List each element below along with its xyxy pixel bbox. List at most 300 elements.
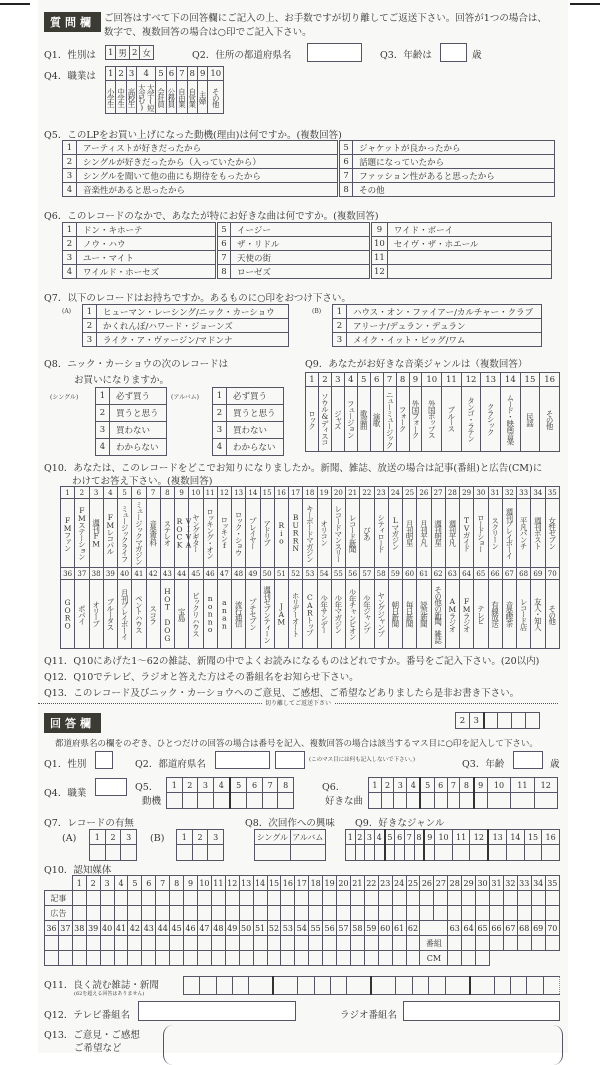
song-cell[interactable]: [434, 793, 447, 809]
ad-cell[interactable]: [170, 906, 184, 921]
ad-cell[interactable]: [337, 906, 351, 921]
media-option: anan: [219, 598, 229, 630]
a-q6-label: Q6．: [322, 782, 346, 793]
ad-cell[interactable]: [434, 906, 448, 921]
ad-cell[interactable]: [184, 906, 198, 921]
program-cell[interactable]: [503, 936, 517, 951]
genre-cell[interactable]: [404, 845, 414, 861]
option-number: 8: [396, 373, 409, 387]
motive-cell[interactable]: [230, 793, 247, 809]
article-ad-cell[interactable]: [378, 936, 392, 951]
article-cell[interactable]: [295, 891, 309, 906]
genre-cell[interactable]: [542, 845, 560, 861]
genre-cell[interactable]: [435, 845, 453, 861]
ad-cell[interactable]: [323, 906, 337, 921]
ad-cell[interactable]: [309, 906, 323, 921]
article-cell[interactable]: [239, 891, 253, 906]
article-cell[interactable]: [364, 891, 378, 906]
article-ad-cell[interactable]: [197, 936, 211, 951]
article-ad-cell[interactable]: [184, 951, 198, 966]
genre-cell[interactable]: [524, 845, 542, 861]
column-number: 10: [435, 830, 453, 845]
ad-cell[interactable]: [448, 906, 462, 921]
magazine-number-cell[interactable]: [371, 977, 396, 995]
cm-cell[interactable]: [448, 951, 462, 966]
ad-cell[interactable]: [462, 906, 476, 921]
article-cell[interactable]: [309, 891, 323, 906]
column-number: 52: [267, 921, 281, 936]
ad-cell[interactable]: [211, 906, 225, 921]
media-option: HOT DOG: [162, 586, 172, 642]
media-option-cell: [374, 580, 388, 649]
ad-cell[interactable]: [517, 906, 531, 921]
program-cell[interactable]: [490, 936, 504, 951]
article-cell[interactable]: [503, 891, 517, 906]
magazine-number-cell[interactable]: [429, 977, 445, 995]
option-number: 2: [213, 405, 227, 422]
article-ad-cell[interactable]: [225, 951, 239, 966]
genre-cell[interactable]: [385, 845, 395, 861]
option-text: 会社員: [156, 87, 166, 107]
magazine-number-cell[interactable]: [200, 977, 216, 995]
article-ad-cell[interactable]: [86, 936, 100, 951]
comments-field[interactable]: [163, 1025, 563, 1065]
option-number: 12: [371, 265, 388, 279]
a-q8-single-cell[interactable]: [255, 845, 291, 861]
magazine-number-cell[interactable]: [347, 977, 372, 995]
record-b-cell[interactable]: [192, 845, 208, 861]
article-ad-cell[interactable]: [295, 951, 309, 966]
article-cell[interactable]: [184, 891, 198, 906]
ad-cell[interactable]: [197, 906, 211, 921]
a-q8-single: シングル: [255, 830, 291, 845]
column-number: 8: [170, 876, 184, 891]
a-q1-label: Q1．性別: [44, 759, 87, 770]
program-cell[interactable]: [545, 936, 559, 951]
option-number: 12: [217, 487, 231, 499]
column-number: 8: [460, 778, 474, 793]
article-ad-cell[interactable]: [323, 951, 337, 966]
ad-cell[interactable]: [128, 906, 142, 921]
article-cell[interactable]: [476, 891, 490, 906]
article-ad-cell[interactable]: [114, 951, 128, 966]
ad-cell[interactable]: [531, 906, 545, 921]
article-ad-cell[interactable]: [267, 951, 281, 966]
option-number: 34: [531, 487, 545, 499]
media-option-cell: [75, 499, 89, 568]
article-ad-cell[interactable]: [114, 936, 128, 951]
ad-cell[interactable]: [392, 906, 406, 921]
media-option-cell: [545, 499, 560, 568]
a-q4-box[interactable]: [95, 778, 127, 796]
media-option-cell: [317, 499, 331, 568]
article-cell[interactable]: [100, 891, 114, 906]
genre-cell[interactable]: [355, 845, 365, 861]
article-ad-cell[interactable]: [364, 951, 378, 966]
option-text-cell: [187, 81, 197, 114]
genre-option: タンゴ・ラテン: [466, 396, 476, 442]
magazine-number-cell[interactable]: [314, 977, 330, 995]
ad-cell[interactable]: [72, 906, 86, 921]
article-ad-cell[interactable]: [364, 936, 378, 951]
article-ad-cell[interactable]: [128, 951, 142, 966]
column-number: 45: [170, 921, 184, 936]
ad-cell[interactable]: [100, 906, 114, 921]
ad-cell[interactable]: [420, 906, 434, 921]
a-q2-box[interactable]: [215, 751, 270, 769]
table-row: [333, 319, 542, 333]
article-cell[interactable]: [267, 891, 281, 906]
option-number: 5: [156, 67, 166, 81]
magazine-number-cell[interactable]: [412, 977, 428, 995]
song-cell[interactable]: [381, 793, 394, 809]
ad-cell[interactable]: [281, 906, 295, 921]
article-ad-cell[interactable]: [239, 951, 253, 966]
article-ad-cell[interactable]: [100, 936, 114, 951]
ad-cell[interactable]: [378, 906, 392, 921]
article-ad-cell[interactable]: [225, 936, 239, 951]
article-cell[interactable]: [406, 891, 420, 906]
article-ad-cell[interactable]: [156, 936, 170, 951]
article-ad-cell[interactable]: [211, 951, 225, 966]
song-cell[interactable]: [420, 793, 434, 809]
a-q7-b-grid: [176, 829, 224, 861]
song-cell[interactable]: [511, 793, 534, 809]
article-cell[interactable]: [156, 891, 170, 906]
column-number: 9: [184, 876, 198, 891]
option-number: 54: [317, 568, 331, 580]
program-cell[interactable]: [448, 936, 462, 951]
column-number: 14: [253, 876, 267, 891]
media-option: VIVA ROCK: [175, 517, 193, 549]
media-option: ホリデーオート: [291, 591, 301, 637]
motive-cell[interactable]: [262, 793, 278, 809]
magazine-number-cell[interactable]: [273, 977, 298, 995]
song-cell[interactable]: [460, 793, 474, 809]
genre-cell[interactable]: [365, 845, 375, 861]
article-cell[interactable]: [197, 891, 211, 906]
song-cell[interactable]: [369, 793, 382, 809]
blank: [503, 951, 517, 966]
q7-a-label: (A): [62, 308, 72, 315]
article-cell[interactable]: [517, 891, 531, 906]
media-option: ポパイ: [77, 604, 87, 624]
genre-cell[interactable]: [424, 845, 434, 861]
option-number: 55: [331, 568, 345, 580]
media-option: プレイヤー: [248, 517, 258, 549]
article-cell[interactable]: [128, 891, 142, 906]
magazine-number-cell[interactable]: [216, 977, 232, 995]
media-option-cell: [460, 499, 474, 568]
genre-cell[interactable]: [488, 845, 506, 861]
article-cell[interactable]: [225, 891, 239, 906]
genre-option: ジャズ: [333, 409, 343, 429]
article-cell[interactable]: [337, 891, 351, 906]
media-option: ぴあ: [362, 526, 372, 540]
article-ad-cell[interactable]: [309, 936, 323, 951]
article-ad-cell[interactable]: [350, 936, 364, 951]
article-ad-cell[interactable]: [58, 936, 72, 951]
magazine-number-cell[interactable]: [510, 977, 526, 995]
article-ad-cell[interactable]: [406, 936, 420, 951]
article-ad-cell[interactable]: [392, 936, 406, 951]
option-number: 68: [517, 568, 531, 580]
table-row: [63, 223, 552, 237]
magazine-number-cell[interactable]: [233, 977, 249, 995]
motive-cell[interactable]: [182, 793, 198, 809]
ad-cell[interactable]: [295, 906, 309, 921]
ad-cell[interactable]: [545, 906, 559, 921]
record-b-cell[interactable]: [177, 845, 193, 861]
q2-prefecture-box[interactable]: [307, 43, 362, 62]
article-cell[interactable]: [211, 891, 225, 906]
article-ad-cell[interactable]: [142, 951, 156, 966]
tv-program-field[interactable]: [138, 1001, 296, 1021]
article-ad-cell[interactable]: [337, 936, 351, 951]
media-option-cell: [189, 499, 203, 568]
magazine-number-cell[interactable]: [445, 977, 470, 995]
program-cell[interactable]: [517, 936, 531, 951]
media-option: AMラジオ: [447, 596, 457, 632]
option-number: 3: [63, 251, 77, 265]
article-ad-cell[interactable]: [184, 936, 198, 951]
article-ad-cell[interactable]: [45, 951, 59, 966]
article-ad-cell[interactable]: [45, 936, 59, 951]
ad-cell[interactable]: [490, 906, 504, 921]
ad-row-label: 広告: [45, 906, 73, 921]
genre-cell[interactable]: [374, 845, 384, 861]
article-cell[interactable]: [531, 891, 545, 906]
article-ad-cell[interactable]: [156, 951, 170, 966]
option-number: 6: [370, 373, 383, 387]
genre-cell[interactable]: [452, 845, 470, 861]
genre-cell[interactable]: [414, 845, 424, 861]
article-cell[interactable]: [392, 891, 406, 906]
song-cell[interactable]: [407, 793, 421, 809]
article-ad-cell[interactable]: [239, 936, 253, 951]
song-cell[interactable]: [447, 793, 460, 809]
article-ad-cell[interactable]: [281, 951, 295, 966]
media-option-cell: [203, 499, 217, 568]
table-row: [333, 333, 542, 347]
article-ad-cell[interactable]: [295, 936, 309, 951]
article-ad-cell[interactable]: [170, 951, 184, 966]
genre-cell[interactable]: [507, 845, 525, 861]
article-ad-cell[interactable]: [267, 936, 281, 951]
motive-cell[interactable]: [198, 793, 214, 809]
radio-program-field[interactable]: [403, 1001, 560, 1021]
option-number: 6: [339, 155, 353, 169]
table-row: [61, 499, 560, 568]
article-cell[interactable]: [323, 891, 337, 906]
motive-cell[interactable]: [167, 793, 183, 809]
genre-cell[interactable]: [395, 845, 405, 861]
song-cell[interactable]: [534, 793, 557, 809]
ad-cell[interactable]: [364, 906, 378, 921]
genre-cell[interactable]: [346, 845, 356, 861]
magazine-number-cell[interactable]: [249, 977, 274, 995]
cm-cell[interactable]: [476, 951, 490, 966]
motive-cell[interactable]: [213, 793, 230, 809]
article-cell[interactable]: [420, 891, 434, 906]
option-number: 16: [540, 373, 560, 387]
record-a-cell[interactable]: [105, 845, 121, 861]
option-number: 57: [360, 568, 374, 580]
article-cell[interactable]: [434, 891, 448, 906]
option-text: ワイド・ボーイ: [387, 223, 551, 237]
q5-options: [62, 140, 555, 197]
ad-cell[interactable]: [406, 906, 420, 921]
article-cell[interactable]: [545, 891, 559, 906]
magazine-number-cell[interactable]: [331, 977, 347, 995]
ad-cell[interactable]: [239, 906, 253, 921]
genre-cell[interactable]: [470, 845, 488, 861]
a-q3-label: Q3．年齢: [462, 759, 505, 770]
q3-age-box[interactable]: [440, 43, 467, 62]
option-number: 40: [118, 568, 132, 580]
media-option-cell: [360, 499, 374, 568]
media-option-cell: [445, 499, 459, 568]
column-number: 49: [225, 921, 239, 936]
article-ad-cell[interactable]: [211, 936, 225, 951]
option-number: 30: [474, 487, 488, 499]
a-q8-album-cell[interactable]: [290, 845, 325, 861]
motive-cell[interactable]: [278, 793, 294, 809]
ad-cell[interactable]: [225, 906, 239, 921]
option-text: アーティストが好きだったから: [77, 141, 339, 155]
article-cell[interactable]: [462, 891, 476, 906]
article-ad-cell[interactable]: [378, 951, 392, 966]
magazine-number-cell[interactable]: [543, 977, 559, 995]
media-option: ヤングジャンプ: [376, 591, 386, 637]
option-number: 4: [344, 373, 357, 387]
article-cell[interactable]: [170, 891, 184, 906]
option-number: 2: [63, 155, 77, 169]
song-cell[interactable]: [487, 793, 510, 809]
article-ad-cell[interactable]: [72, 951, 86, 966]
option-number: 3: [63, 169, 77, 183]
ad-cell[interactable]: [114, 906, 128, 921]
article-ad-cell[interactable]: [72, 936, 86, 951]
option-text: ワイルド・ホーセズ: [77, 265, 217, 279]
ad-cell[interactable]: [142, 906, 156, 921]
column-number: 5: [420, 778, 434, 793]
media-option-cell: [431, 580, 445, 649]
magazine-number-cell[interactable]: [470, 977, 495, 995]
option-text-cell: [197, 81, 207, 114]
article-ad-cell[interactable]: [406, 951, 420, 966]
article-ad-cell[interactable]: [197, 951, 211, 966]
a-q6-grid: [368, 777, 558, 809]
column-number: 68: [517, 921, 531, 936]
article-ad-cell[interactable]: [337, 951, 351, 966]
magazine-number-cell[interactable]: [527, 977, 543, 995]
q2-label: Q2．住所の都道府県名: [192, 50, 292, 61]
a-q4-label: Q4．職業: [44, 788, 87, 799]
magazine-number-cell[interactable]: [184, 977, 200, 995]
option-text: 公務員: [166, 87, 176, 107]
article-ad-cell[interactable]: [142, 936, 156, 951]
a-q3-box[interactable]: [513, 751, 543, 769]
article-cell[interactable]: [72, 891, 86, 906]
article-cell[interactable]: [350, 891, 364, 906]
article-cell[interactable]: [253, 891, 267, 906]
article-ad-cell[interactable]: [281, 936, 295, 951]
ad-cell[interactable]: [503, 906, 517, 921]
genre-option-cell: [306, 387, 319, 452]
article-ad-cell[interactable]: [253, 951, 267, 966]
article-cell[interactable]: [86, 891, 100, 906]
article-cell[interactable]: [114, 891, 128, 906]
media-option-cell: [175, 499, 193, 568]
program-row-label: 番組: [420, 936, 448, 951]
magazine-number-cell[interactable]: [298, 977, 314, 995]
record-a-cell[interactable]: [121, 845, 137, 861]
media-option-cell: [118, 499, 132, 568]
ad-cell[interactable]: [156, 906, 170, 921]
magazine-number-cell[interactable]: [396, 977, 412, 995]
media-option-cell: [488, 499, 502, 568]
article-cell[interactable]: [448, 891, 462, 906]
column-number: 22: [364, 876, 378, 891]
article-ad-cell[interactable]: [170, 936, 184, 951]
article-ad-cell[interactable]: [253, 936, 267, 951]
program-cell[interactable]: [462, 936, 476, 951]
column-number: 24: [392, 876, 406, 891]
media-option-cell: [103, 499, 117, 568]
record-b-cell[interactable]: [208, 845, 224, 861]
magazine-number-cell[interactable]: [494, 977, 510, 995]
article-cell[interactable]: [142, 891, 156, 906]
article-ad-cell[interactable]: [86, 951, 100, 966]
option-number: 10: [189, 487, 203, 499]
motive-cell[interactable]: [247, 793, 263, 809]
song-cell[interactable]: [474, 793, 488, 809]
ad-cell[interactable]: [350, 906, 364, 921]
a-q1-box[interactable]: [95, 751, 113, 769]
article-ad-cell[interactable]: [392, 951, 406, 966]
article-ad-cell[interactable]: [100, 951, 114, 966]
song-cell[interactable]: [394, 793, 407, 809]
ad-cell[interactable]: [86, 906, 100, 921]
article-ad-cell[interactable]: [350, 951, 364, 966]
program-cell[interactable]: [476, 936, 490, 951]
ad-cell[interactable]: [476, 906, 490, 921]
media-option: 平凡パンチ: [519, 517, 529, 549]
ad-cell[interactable]: [267, 906, 281, 921]
media-option: 女性セブン: [547, 517, 557, 549]
genre-option-cell: [540, 387, 560, 452]
article-cell[interactable]: [490, 891, 504, 906]
column-number: 2: [86, 876, 100, 891]
article-ad-cell[interactable]: [58, 951, 72, 966]
record-a-cell[interactable]: [90, 845, 106, 861]
media-option: 朝日新聞: [390, 601, 400, 627]
article-cell[interactable]: [281, 891, 295, 906]
cm-cell[interactable]: [462, 951, 476, 966]
program-cell[interactable]: [531, 936, 545, 951]
article-ad-cell[interactable]: [128, 936, 142, 951]
genre-option: その他: [545, 409, 555, 429]
option-number: 28: [445, 487, 459, 499]
option-number: 3: [333, 333, 347, 347]
article-cell[interactable]: [378, 891, 392, 906]
q3-label: Q3．年齢は: [380, 50, 432, 61]
article-ad-cell[interactable]: [309, 951, 323, 966]
option-number: 2: [116, 67, 126, 81]
ad-cell[interactable]: [253, 906, 267, 921]
article-ad-cell[interactable]: [323, 936, 337, 951]
